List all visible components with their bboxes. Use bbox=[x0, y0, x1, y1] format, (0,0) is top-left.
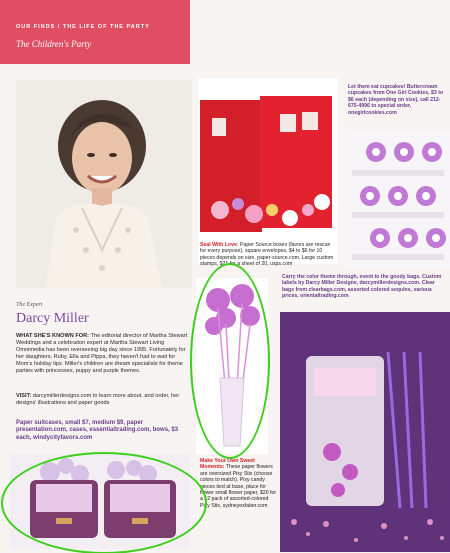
visit-text: darcymillerdesigns.com to learn more about, and order, her designs' illustrations and paper goods bbox=[16, 393, 180, 406]
profile-bio bbox=[16, 333, 192, 375]
red-card-caption-text: Paper Source boxes (favors are rescue for every purpose), square envelopes, $4 to $6 for 10 pieces depends on size, paper-source.com. Large custom stamps, $21 for a sheet of 20, usps.com bbox=[200, 242, 334, 268]
bio-label: WHAT SHE'S KNOWN FOR: bbox=[16, 333, 90, 339]
bouquet-caption-label: Make Your Own Sweet Moments: bbox=[200, 458, 255, 471]
suitcases-highlight-circle bbox=[1, 452, 207, 553]
red-card-caption bbox=[200, 242, 336, 268]
profile-name: Darcy Miller bbox=[16, 311, 89, 326]
red-envelopes-illustration bbox=[198, 78, 338, 238]
profile-kicker: The Expert bbox=[16, 302, 43, 308]
section-title: The Children's Party bbox=[16, 39, 92, 49]
portrait-photo bbox=[16, 80, 192, 288]
goody-caption: Carry the color theme through, event to the goody bags. Custom labels by Darcy Miller Designs, darcymillerdesigns.com. Clear bags from clearbags.com, assorted colored sequins, various prices, orientaltrading.com bbox=[282, 274, 442, 300]
bouquet-caption-text: These paper flowers are oversized Pixy Stix (choose colors to match). Pixy candy pieces tied at base, place for flower small flower paper, $20 for a 12 pack of assorted-colored Pixy Stix, sydneyexfaber.com bbox=[200, 464, 277, 509]
suitcases-caption: Paper suitcases, small $7, medium $9, paper presentation.com, cases, essentialtrading.com, bows, $3 each, windycityfavors.com bbox=[16, 420, 179, 441]
red-card-panel bbox=[198, 78, 338, 268]
red-card-caption-label: Seal With Love: bbox=[200, 242, 239, 248]
section-header bbox=[0, 0, 190, 64]
portrait-illustration bbox=[16, 80, 192, 288]
bio-text: The editorial director of Martha Stewart Weddings and a celebration expert at Martha Stewart Living Omnimedia has been overseeing big day since 1995. Fortunately for her daughters, Ruby, Ella and Pippa, they haven't had to wait for Mom's holiday tips. Miller's children are dream specialists for theme parties with princesses, puppy and purple themes. bbox=[16, 333, 188, 374]
profile-visit bbox=[16, 393, 192, 407]
goody-bag-photo bbox=[280, 312, 450, 552]
cupcakes-photo bbox=[346, 130, 450, 268]
bouquet-highlight-circle bbox=[190, 263, 270, 459]
section-category: OUR FINDS / THE LIFE OF THE PARTY bbox=[16, 24, 150, 30]
goody-bag-illustration bbox=[280, 312, 450, 552]
cupcakes-illustration bbox=[346, 130, 450, 268]
cupcakes-caption: Let them eat cupcakes! Buttercream cupcakes from One Girl Cookies, $3 to $6 each (depending on size), call 212-675-4996 to special order, onegirlcookies.com bbox=[348, 84, 444, 116]
bouquet-caption bbox=[200, 458, 278, 509]
visit-label: VISIT: bbox=[16, 393, 32, 399]
